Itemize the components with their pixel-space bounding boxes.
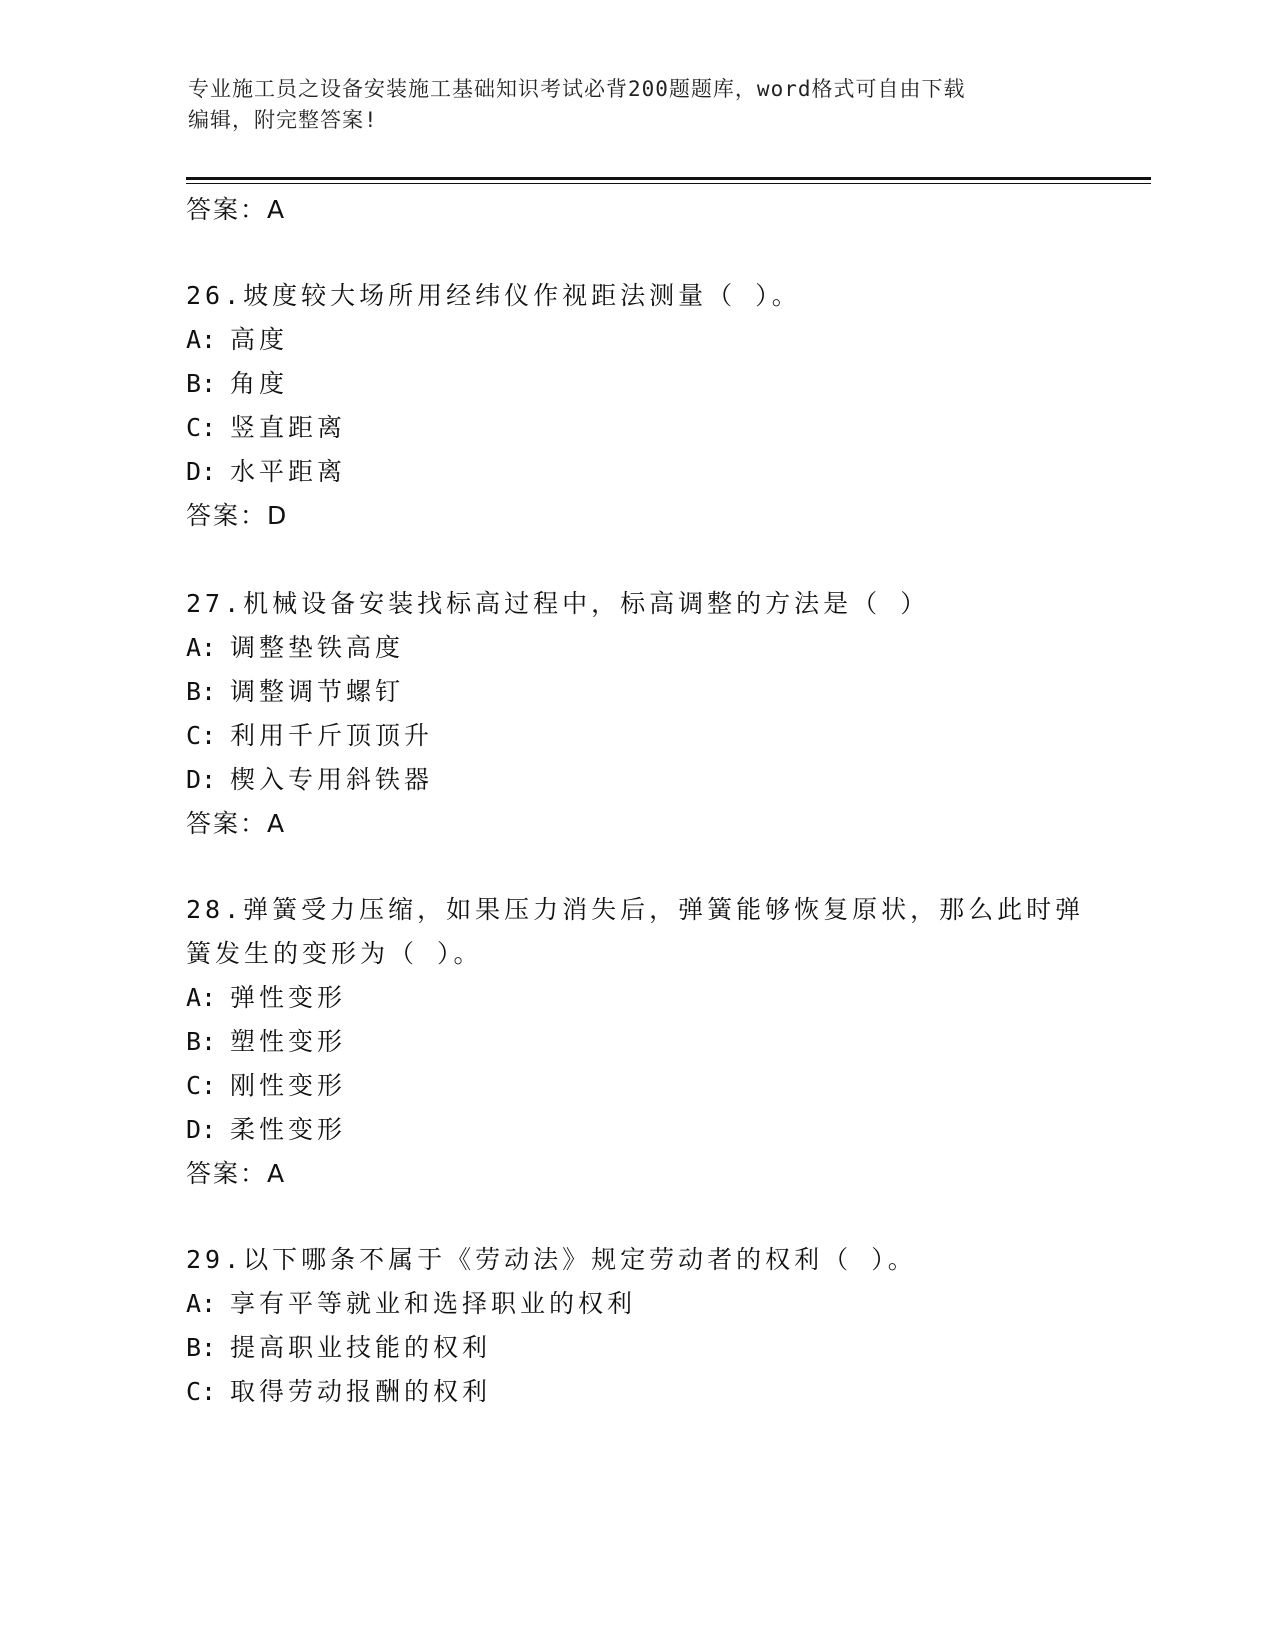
option-letter: A: bbox=[186, 633, 217, 662]
option-letter: A: bbox=[186, 325, 217, 354]
option-letter: D: bbox=[186, 1115, 217, 1144]
option-text: 提高职业技能的权利 bbox=[230, 1333, 492, 1362]
option-28-b bbox=[186, 1022, 346, 1058]
answer-26: 答案：D bbox=[186, 501, 289, 530]
option-text: 竖直距离 bbox=[230, 413, 347, 442]
option-26-c bbox=[186, 408, 346, 444]
option-27-c bbox=[186, 716, 433, 752]
document-header bbox=[188, 74, 1068, 136]
option-letter: B: bbox=[186, 1027, 217, 1056]
option-letter: B: bbox=[186, 677, 217, 706]
option-letter: D: bbox=[186, 457, 217, 486]
option-26-a bbox=[186, 320, 288, 356]
option-29-b bbox=[186, 1328, 491, 1364]
option-27-a bbox=[186, 628, 404, 664]
option-text: 刚性变形 bbox=[230, 1071, 347, 1100]
option-29-a bbox=[186, 1284, 636, 1320]
option-27-d bbox=[186, 760, 433, 796]
option-text: 利用千斤顶顶升 bbox=[230, 721, 434, 750]
option-letter: C: bbox=[186, 1071, 217, 1100]
header-divider-thick bbox=[186, 177, 1151, 180]
answer-28: 答案：A bbox=[186, 1159, 287, 1188]
option-28-c bbox=[186, 1066, 346, 1102]
option-28-a bbox=[186, 978, 346, 1014]
option-letter: A: bbox=[186, 983, 217, 1012]
option-text: 楔入专用斜铁器 bbox=[230, 765, 434, 794]
option-letter: C: bbox=[186, 721, 217, 750]
option-text: 角度 bbox=[230, 369, 289, 398]
header-title-line2: 编辑，附完整答案! bbox=[188, 108, 378, 132]
option-letter: B: bbox=[186, 369, 217, 398]
header-title-line1: 专业施工员之设备安装施工基础知识考试必背200题题库，word格式可自由下载 bbox=[188, 77, 966, 101]
option-text: 享有平等就业和选择职业的权利 bbox=[230, 1289, 637, 1318]
answer-27: 答案：A bbox=[186, 809, 287, 838]
option-letter: C: bbox=[186, 413, 217, 442]
question-27: 27.机械设备安装找标高过程中，标高调整的方法是（ ） bbox=[186, 589, 930, 618]
option-text: 取得劳动报酬的权利 bbox=[230, 1377, 492, 1406]
option-letter: A: bbox=[186, 1289, 217, 1318]
option-text: 柔性变形 bbox=[230, 1115, 347, 1144]
question-29: 29.以下哪条不属于《劳动法》规定劳动者的权利（ ）。 bbox=[186, 1245, 917, 1274]
header-divider-thin bbox=[186, 183, 1151, 184]
option-letter: D: bbox=[186, 765, 217, 794]
option-letter: C: bbox=[186, 1377, 217, 1406]
option-text: 高度 bbox=[230, 325, 289, 354]
question-26: 26.坡度较大场所用经纬仪作视距法测量（ ）。 bbox=[186, 281, 801, 310]
answer-25: 答案：A bbox=[186, 195, 287, 224]
option-27-b bbox=[186, 672, 404, 708]
option-26-d bbox=[186, 452, 346, 488]
option-text: 调整垫铁高度 bbox=[230, 633, 405, 662]
question-28-line1: 28.弹簧受力压缩，如果压力消失后，弹簧能够恢复原状，那么此时弹 bbox=[186, 895, 1085, 924]
option-text: 塑性变形 bbox=[230, 1027, 347, 1056]
option-letter: B: bbox=[186, 1333, 217, 1362]
question-28-line2: 簧发生的变形为（ ）。 bbox=[186, 939, 483, 968]
option-text: 调整调节螺钉 bbox=[230, 677, 405, 706]
option-28-d bbox=[186, 1110, 346, 1146]
option-26-b bbox=[186, 364, 288, 400]
option-text: 水平距离 bbox=[230, 457, 347, 486]
option-29-c bbox=[186, 1372, 491, 1408]
option-text: 弹性变形 bbox=[230, 983, 347, 1012]
